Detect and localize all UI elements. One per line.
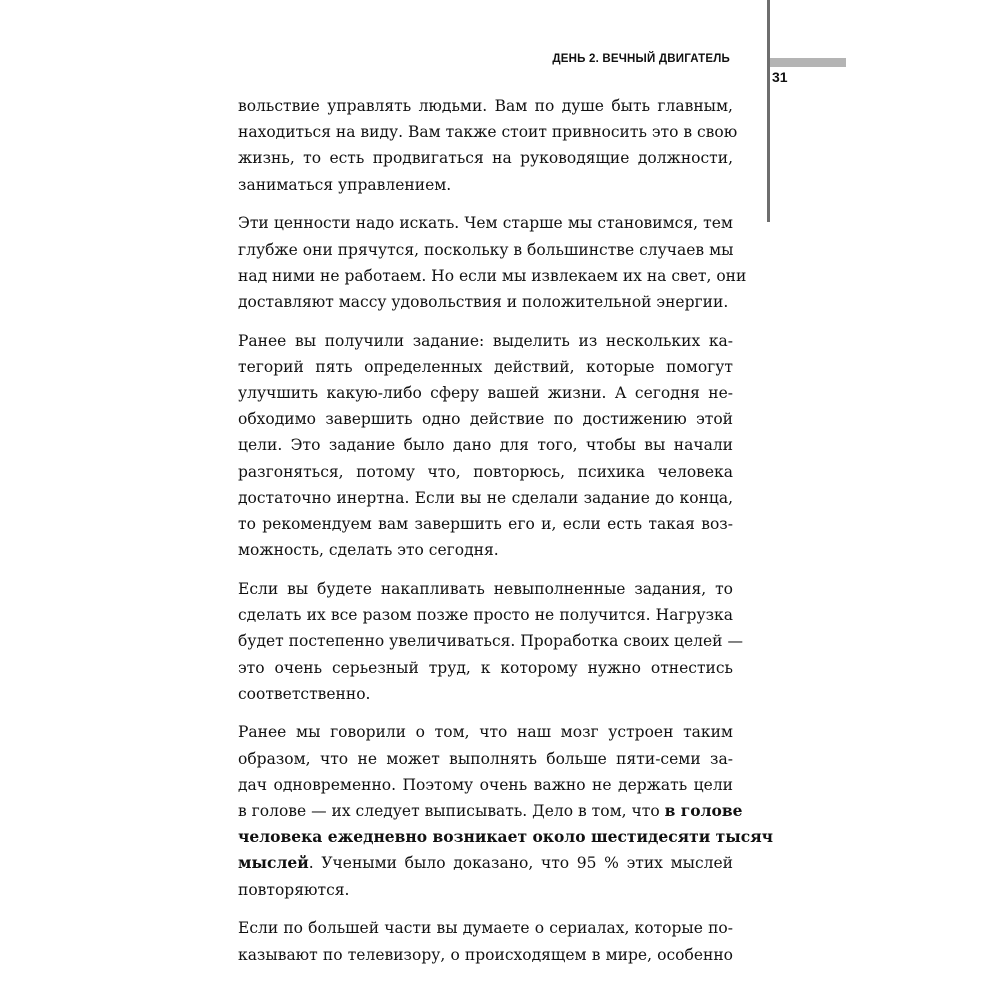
text-line: Если по большей части вы думаете о сериалах, которые по- [238,919,733,938]
text-line: повторяются. [238,880,350,899]
paragraph [238,93,738,198]
paragraph [238,576,743,707]
paragraph [238,328,733,564]
text-line: разгоняться, потому что, повторюсь, психика человека [238,462,733,481]
text-line: находиться на виду. Вам также стоит привносить это в свою [238,123,738,142]
bold-text-run: в голове [664,801,743,821]
text-line: Эти ценности надо искать. Чем старше мы становимся, тем [238,214,733,233]
text-line: образом, что не может выполнять больше пяти-семи за- [238,749,733,768]
margin-rule [767,0,770,222]
text-line: Ранее вы получили задание: выделить из нескольких ка- [238,331,733,350]
text-line: обходимо завершить одно действие по достижению этой [238,410,733,429]
paragraph [238,210,747,315]
text-line: Ранее мы говорили о том, что наш мозг устроен таким [238,723,733,742]
paragraph [238,915,733,967]
text-line: цели. Это задание было дано для того, чтобы вы начали [238,436,733,455]
bold-text-run: человека ежедневно возникает около шестидесяти тысяч [238,827,773,847]
bold-text-run: мыслей [238,853,309,873]
running-head: ДЕНЬ 2. ВЕЧНЫЙ ДВИГАТЕЛЬ [552,53,730,65]
text-line: дач одновременно. Поэтому очень важно не держать цели [238,775,733,794]
text-line: это очень серьезный труд, к которому нужно отнестись [238,658,733,677]
text-line: то рекомендуем вам завершить его и, если есть такая воз- [238,515,733,534]
paragraph [238,719,773,902]
text-line: будет постепенно увеличиваться. Проработка своих целей — [238,632,743,651]
text-line: достаточно инертна. Если вы не сделали задание до конца, [238,488,733,507]
text-run: в голове — их следует выписывать. Дело в том, что [238,802,665,821]
text-line [238,850,733,876]
text-line: тегорий пять определенных действий, которые помогут [238,357,733,376]
text-line [238,824,773,850]
text-line: Если вы будете накапливать невыполненные задания, то [238,579,733,598]
text-line [238,798,743,824]
text-line: можность, сделать это сегодня. [238,541,499,560]
text-line: над ними не работаем. Но если мы извлекаем их на свет, они [238,266,747,285]
text-line: вольствие управлять людьми. Вам по душе быть главным, [238,97,733,115]
page-number: 31 [772,69,788,85]
text-line: жизнь, то есть продвигаться на руководящие должности, [238,149,733,168]
text-run: . Учеными было доказано, что 95 % этих мыслей [308,854,733,873]
text-line: сделать их все разом позже просто не получится. Нагрузка [238,606,733,625]
text-line: улучшить какую-либо сферу вашей жизни. А сегодня не- [238,384,733,403]
text-line: заниматься управлением. [238,175,452,194]
text-line: соответственно. [238,684,371,703]
text-line: доставляют массу удовольствия и положительной энергии. [238,292,729,311]
text-line: казывают по телевизору, о происходящем в мире, особенно [238,945,733,964]
page-number-tab [770,58,846,67]
text-line: глубже они прячутся, поскольку в большинстве случаев мы [238,240,734,259]
page-body [238,93,773,980]
